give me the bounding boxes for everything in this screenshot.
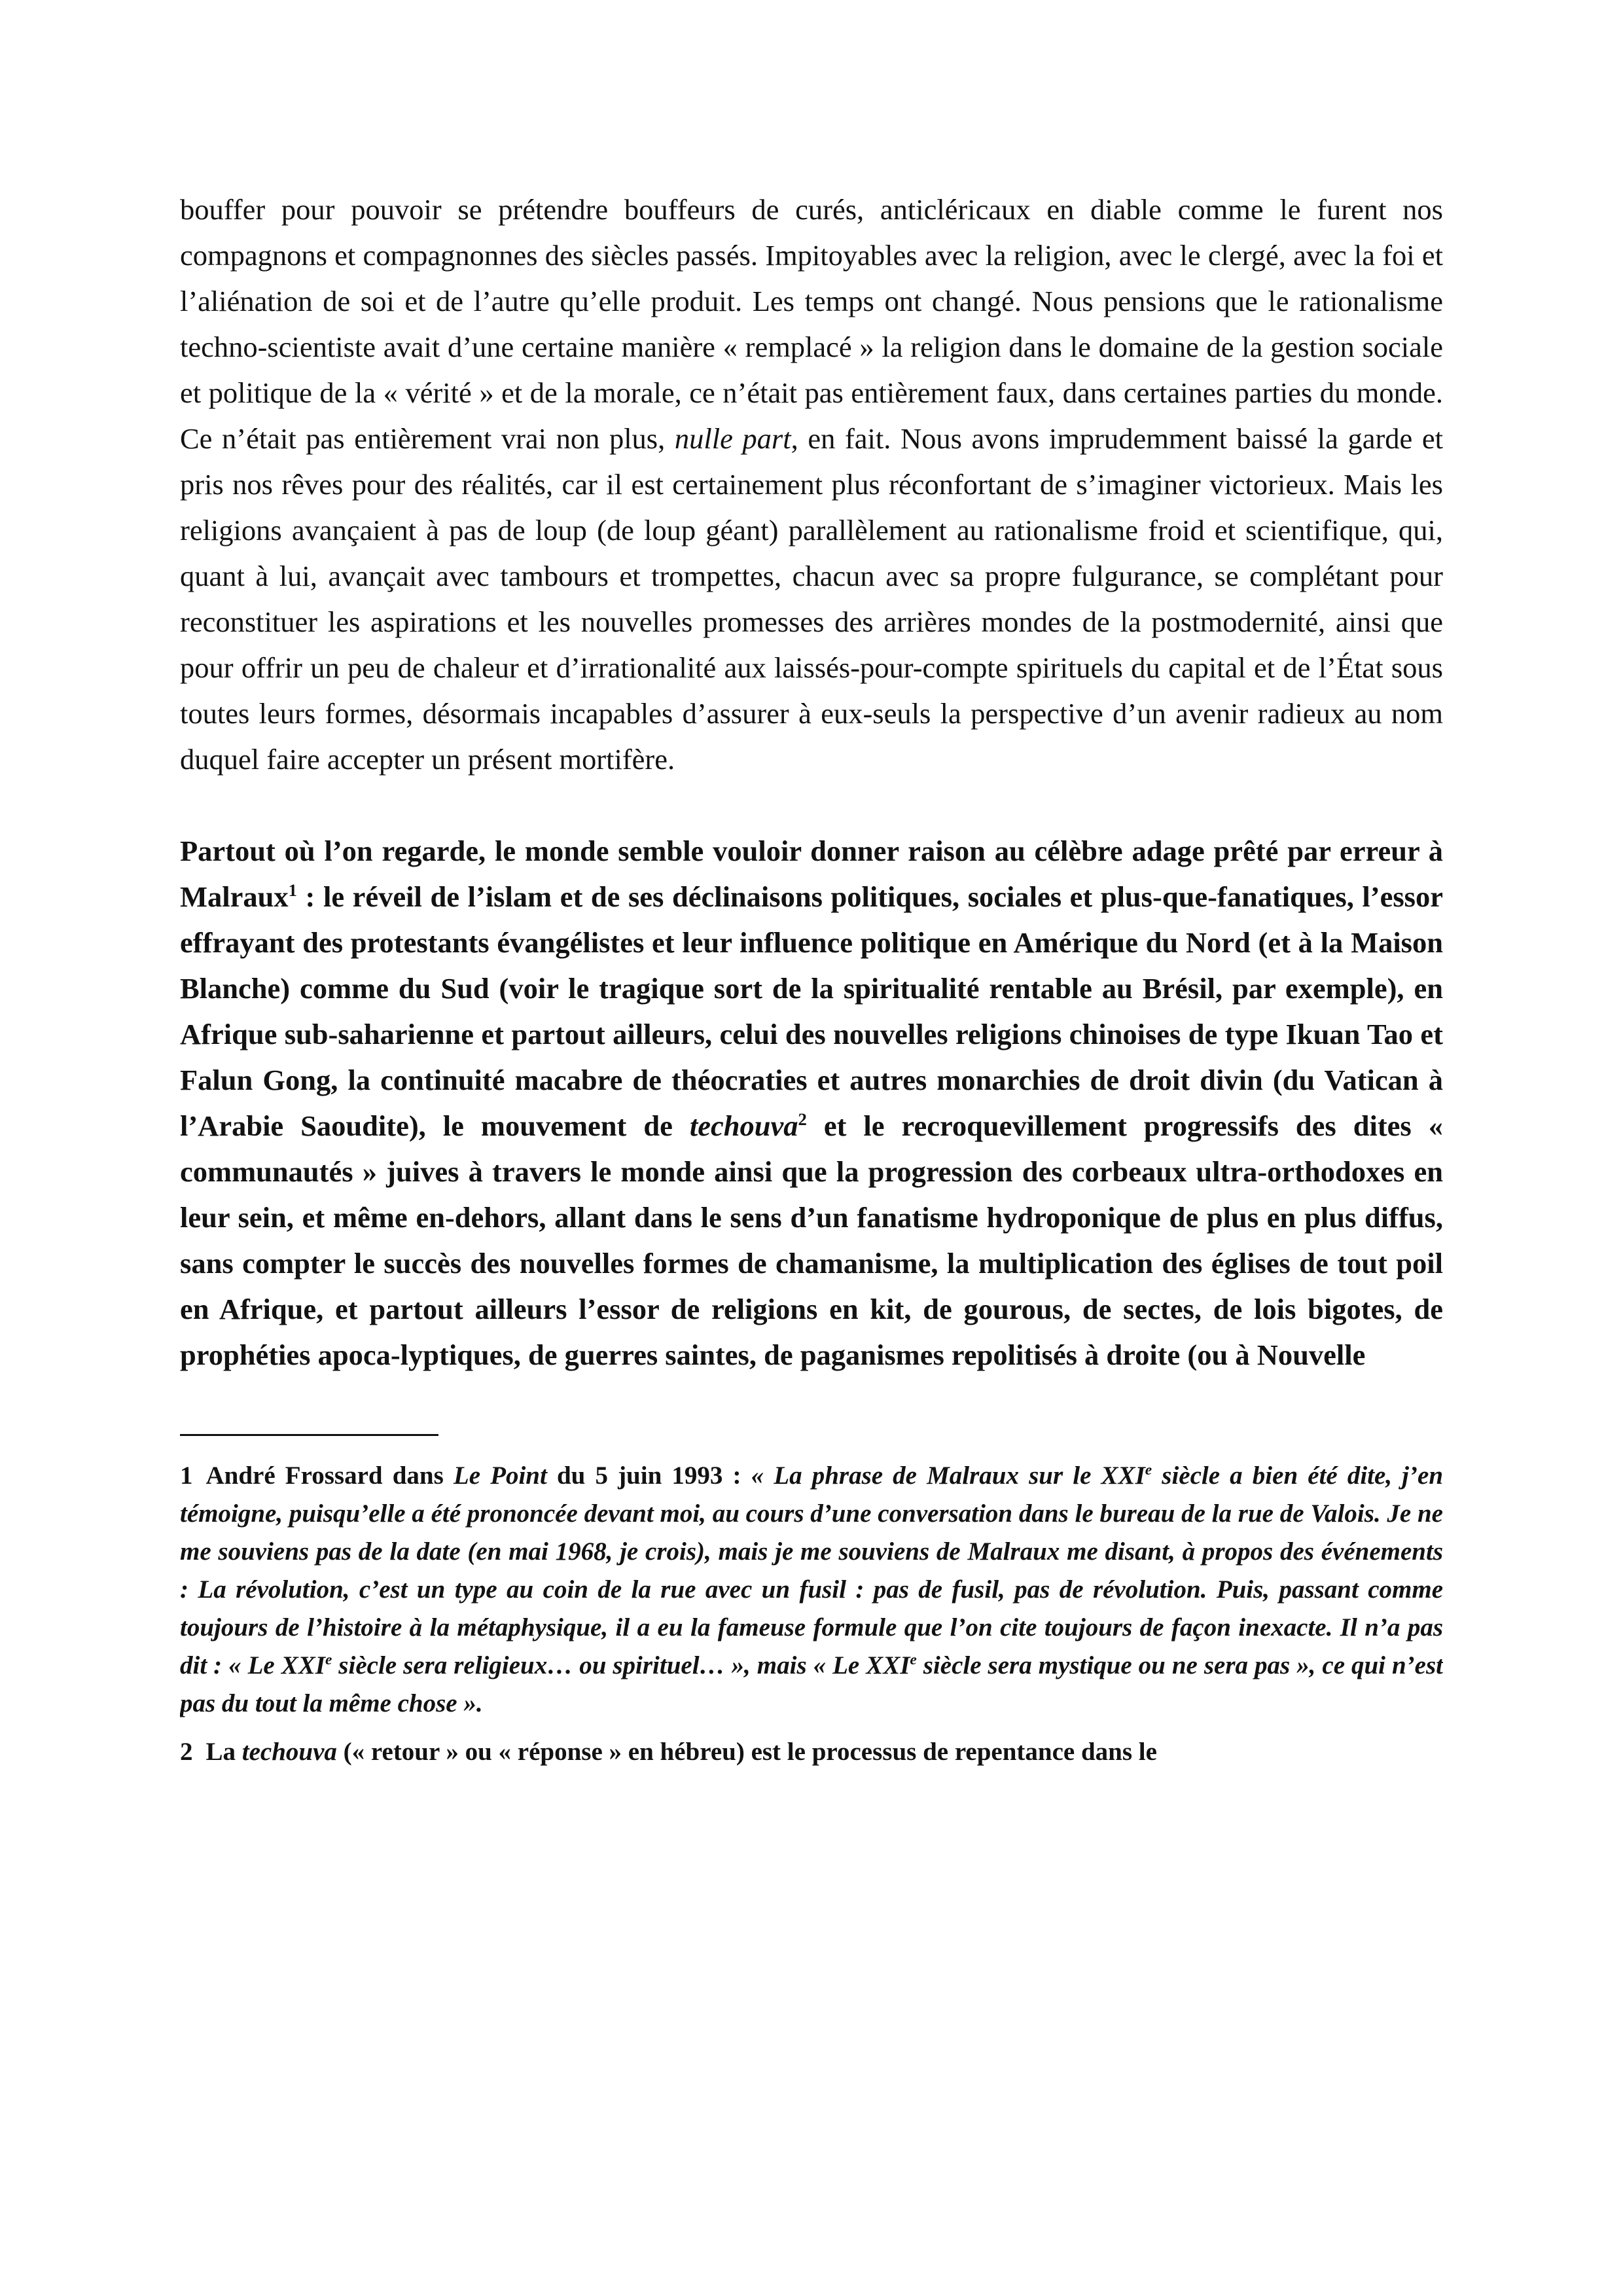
text-segment: bouffer pour pouvoir se prétendre bouffeurs de curés, anticléricaux en diable comme le furent nos compagnons et compagnonnes des siècles passés. Impitoyables avec la religion, avec le clergé, avec la foi et l’aliénation de soi et de l’autre qu’elle produit. Les temps ont changé. Nous pensions que le rationalisme techno-scientiste avait d’une certaine manière « remplacé » la religion dans le domaine de la gestion sociale et politique de la « vérité » et de la morale, ce n’était pas entièrement faux, dans certaines parties du monde. Ce n’était pas entièrement vrai non plus, xyxy=(180,193,1443,455)
text-segment: et le recroquevillement progressifs des dites « communautés » juives à travers le monde ainsi que la progression des corbeaux ultra-orthodoxes en leur sein, et même en-dehors, allant dans le sens d’un fanatisme hydroponique de plus en plus diffus, sans compter le succès des nouvelles formes de chamanisme, la multiplication des églises de tout poil en Afrique, et partout ailleurs l’essor de religions en kit, de gourous, de sectes, de lois bigotes, de prophéties apoca-lyptiques, de guerres saintes, de paganismes repolitisés à droite (ou à Nouvelle xyxy=(180,1109,1443,1371)
footnote-2 xyxy=(180,1733,1443,1771)
italic-text: techouva xyxy=(689,1109,798,1142)
superscript: e xyxy=(325,1651,332,1668)
page xyxy=(180,187,1443,2137)
italic-text: nulle part xyxy=(674,422,791,455)
superscript: e xyxy=(910,1651,917,1668)
body-paragraph-2 xyxy=(180,828,1443,1378)
text-segment: du 5 juin 1993 : xyxy=(546,1462,751,1490)
text-segment: : le réveil de l’islam et de ses déclinaisons politiques, sociales et plus-que-fanatiques, l’essor effrayant des protestants évangélistes et leur influence politique en Amérique du Nord (et à la Maison Blanche) comme du Sud (voir le tragique sort de la spiritualité rentable au Brésil, par exemple), en Afrique sub-saharienne et partout ailleurs, celui des nouvelles religions chinoises de type Ikuan Tao et Falun Gong, la continuité macabre de théocraties et autres monarchies de droit divin (du Vatican à l’Arabie Saoudite), le mouvement de xyxy=(180,880,1443,1142)
text-segment: , en fait. Nous avons imprudemment baissé la garde et pris nos rêves pour des réalités, car il est certainement plus réconfortant de s’imaginer victorieux. Mais les religions avançaient à pas de loup (de loup géant) parallèlement au rationalisme froid et scientifique, qui, quant à lui, avançait avec tambours et trompettes, chacun avec sa propre fulgurance, se complétant pour reconstituer les aspirations et les nouvelles promesses des arrières mondes de la postmodernité, ainsi que pour offrir un peu de chaleur et d’irrationalité aux laissés-pour-compte spirituels du capital et de l’État sous toutes leurs formes, désormais incapables d’assurer à eux-seuls la perspective d’un avenir radieux au nom duquel faire accepter un présent mortifère. xyxy=(180,422,1443,776)
body-paragraph-1 xyxy=(180,187,1443,782)
text-segment: (« retour » ou « réponse » en hébreu) est le processus de repentance dans le xyxy=(336,1738,1157,1766)
footnote-number: 2 xyxy=(180,1738,193,1766)
superscript: e xyxy=(1145,1461,1152,1479)
quote-text: siècle a bien été dite, j’en témoigne, puisqu’elle a été prononcée devant moi, au cours d’une conversation dans le bureau de la rue de Valois. Je ne me souviens pas de la date (en mai 1968, je crois), mais je me souviens de Malraux me disant, à propos des événements : La révolution, c’est un type au coin de la rue avec un fusil : pas de fusil, pas de révolution. Puis, passant comme toujours de l’histoire à la métaphysique, il a eu la fameuse formule que l’on cite toujours de façon inexacte. Il n’a pas dit : « Le XXI xyxy=(180,1462,1443,1679)
text-segment: La xyxy=(205,1738,242,1766)
quote-text: siècle sera religieux… ou spirituel… », mais « Le XXI xyxy=(332,1651,910,1679)
quote-text: siècle sera mystique ou ne sera pas », ce qui n’est pas du tout la même chose ». xyxy=(180,1651,1443,1717)
footnote-ref-2[interactable]: 2 xyxy=(798,1109,807,1129)
footnote-number: 1 xyxy=(180,1462,193,1490)
quote-text: « La phrase de Malraux sur le XXI xyxy=(751,1462,1145,1490)
text-segment: André Frossard dans xyxy=(205,1462,454,1490)
footnote-separator xyxy=(180,1434,438,1436)
italic-text: Le Point xyxy=(453,1462,547,1490)
italic-text: techouva xyxy=(241,1738,337,1766)
footnote-1 xyxy=(180,1457,1443,1723)
text-segment: Partout où l’on regarde, le monde semble vouloir donner raison au célèbre adage prêté par erreur à Malraux xyxy=(180,834,1443,913)
footnote-ref-1[interactable]: 1 xyxy=(288,880,297,900)
